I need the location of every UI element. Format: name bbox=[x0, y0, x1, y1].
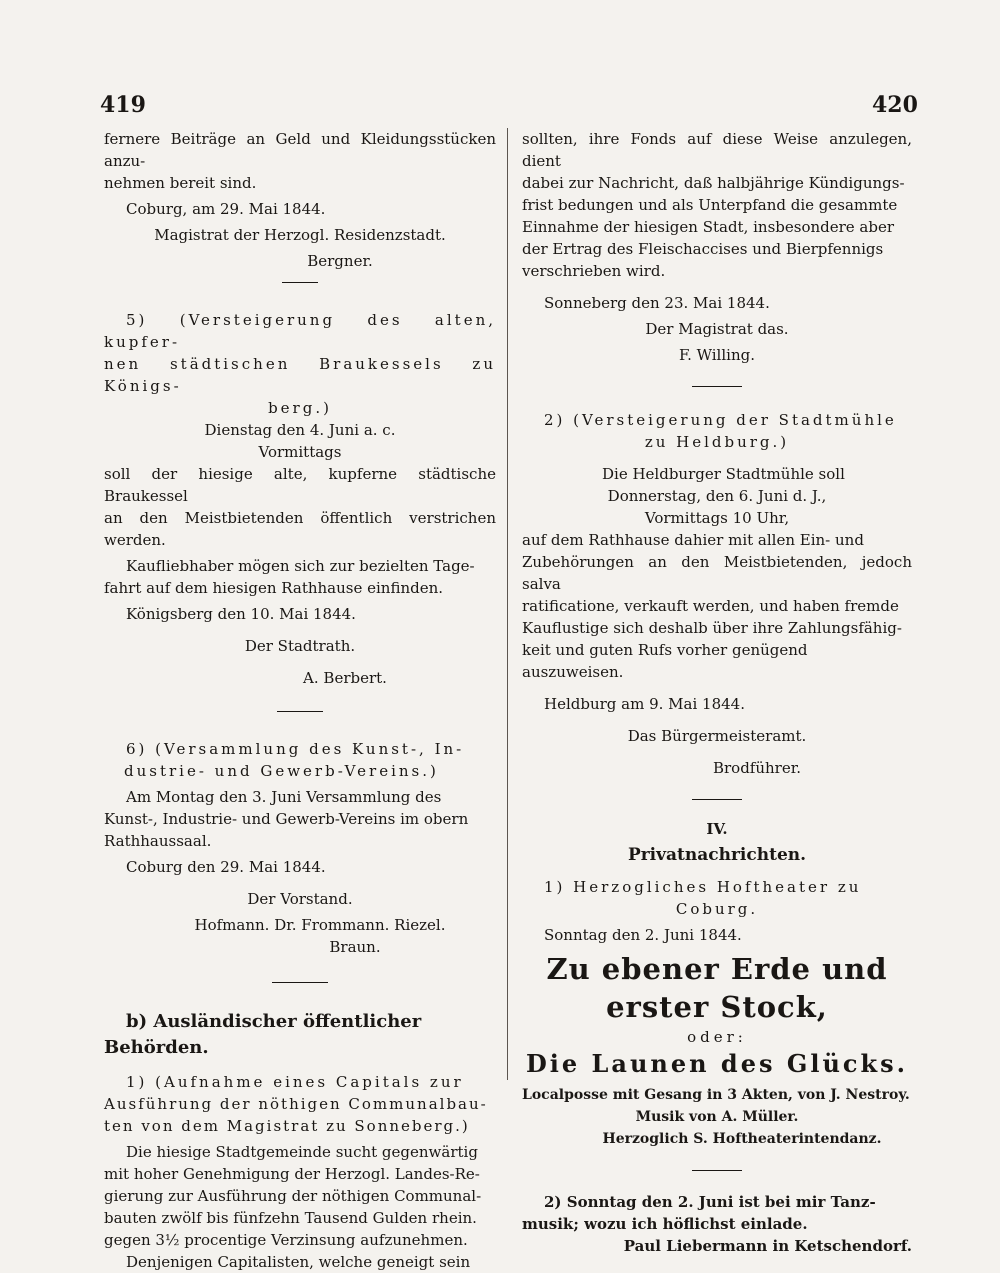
left-column bbox=[104, 128, 496, 1273]
notice-title: dustrie- und Gewerb-Vereins.) bbox=[124, 762, 439, 780]
signature: Brodführer. bbox=[712, 759, 802, 777]
notice-body: Vormittags 10 Uhr, bbox=[644, 509, 790, 527]
notice-title: nen städtischen Braukessels zu Königs- bbox=[104, 355, 496, 395]
notice-body: auf dem Rathhause dahier mit allen Ein- und bbox=[522, 531, 864, 549]
place-date: Coburg den 29. Mai 1844. bbox=[126, 858, 326, 876]
continuation-text: dabei zur Nachricht, daß halbjährige Kündigungs- bbox=[522, 174, 905, 192]
separator-rule bbox=[692, 386, 742, 387]
signatures: Hofmann. Dr. Frommann. Riezel. bbox=[194, 916, 446, 934]
notice-body: fahrt auf dem hiesigen Rathhause einfinden. bbox=[104, 579, 444, 597]
signatures: Braun. bbox=[329, 938, 381, 956]
notice-body: bauten zwölf bis fünfzehn Tausend Gulden rhein. bbox=[104, 1209, 477, 1227]
continuation-text: sollten, ihre Fonds auf diese Weise anzulegen, dient bbox=[522, 130, 912, 170]
notice-body: mit hoher Genehmigung der Herzogl. Landes-Re- bbox=[104, 1165, 480, 1183]
authority-line: Der Magistrat das. bbox=[645, 320, 789, 338]
play-genre: Localposse mit Gesang in 3 Akten, von J. Nestroy. bbox=[522, 1087, 910, 1103]
notice-title: 1) Herzogliches Hoftheater zu bbox=[544, 878, 862, 896]
section-number: IV. bbox=[706, 820, 728, 838]
notice-time: Vormittags bbox=[258, 443, 342, 461]
notice-date: Dienstag den 4. Juni a. c. bbox=[204, 421, 396, 439]
page-number-right: 420 bbox=[872, 92, 918, 118]
section-heading: Privatnachrichten. bbox=[627, 845, 807, 865]
notice-body: Kauflustige sich deshalb über ihre Zahlungsfähig- bbox=[522, 619, 902, 637]
authority-line: Der Vorstand. bbox=[247, 890, 353, 908]
continuation-text: frist bedungen und als Unterpfand die gesammte bbox=[522, 196, 898, 214]
notice-date: Sonntag den 2. Juni 1844. bbox=[544, 926, 742, 944]
notice-body: 2) Sonntag den 2. Juni ist bei mir Tanz- bbox=[544, 1193, 876, 1211]
notice-body: Kunst-, Industrie- und Gewerb-Vereins im obern bbox=[104, 810, 469, 828]
notice-title: ten von dem Magistrat zu Sonneberg.) bbox=[104, 1117, 470, 1135]
notice-title: Coburg. bbox=[675, 900, 759, 918]
notice-body: Kaufliebhaber mögen sich zur bezielten Tage- bbox=[126, 557, 475, 575]
play-subtitle: Die Launen des Glücks. bbox=[525, 1049, 909, 1078]
notice-body: Donnerstag, den 6. Juni d. J., bbox=[607, 487, 827, 505]
authority-line: Der Stadtrath. bbox=[244, 637, 356, 655]
notice-body: Am Montag den 3. Juni Versammlung des bbox=[126, 788, 442, 806]
notice-body: ratificatione, verkauft werden, und haben fremde bbox=[522, 597, 899, 615]
notice-title: zu Heldburg.) bbox=[644, 433, 790, 451]
notice-body: Rathhaussaal. bbox=[104, 832, 212, 850]
authority-line: Magistrat der Herzogl. Residenzstadt. bbox=[154, 226, 446, 244]
authority-line: Das Bürgermeisteramt. bbox=[627, 727, 807, 745]
notice-title: Ausführung der nöthigen Communalbau- bbox=[104, 1095, 488, 1113]
signature: Bergner. bbox=[307, 252, 373, 270]
place-date: Sonneberg den 23. Mai 1844. bbox=[544, 294, 770, 312]
continuation-text: der Ertrag des Fleischaccises und Bierpfennigs bbox=[522, 240, 884, 258]
notice-title: berg.) bbox=[268, 399, 332, 417]
intro-line: fernere Beiträge an Geld und Kleidungsstücken anzu- bbox=[104, 130, 496, 170]
notice-body: soll der hiesige alte, kupferne städtische Braukessel bbox=[104, 465, 496, 505]
notice-body: Die Heldburger Stadtmühle soll bbox=[602, 465, 845, 483]
continuation-text: verschrieben wird. bbox=[522, 262, 666, 280]
play-oder: oder: bbox=[687, 1028, 747, 1046]
separator-rule bbox=[272, 982, 328, 983]
section-heading: b) Ausländischer öffentlicher Behörden. bbox=[104, 1011, 422, 1058]
place-date: Königsberg den 10. Mai 1844. bbox=[126, 605, 356, 623]
play-title: Zu ebener Erde und erster Stock, bbox=[546, 952, 888, 1024]
notice-title: 5) (Versteigerung des alten, kupfer- bbox=[104, 311, 496, 351]
signature: F. Willing. bbox=[679, 346, 755, 364]
column-divider bbox=[507, 128, 508, 1080]
notice-body: Zubehörungen an den Meistbietenden, jedoch salva bbox=[522, 553, 912, 593]
continuation-text: Einnahme der hiesigen Stadt, insbesondere aber bbox=[522, 218, 895, 236]
separator-rule bbox=[692, 799, 742, 800]
intro-line: nehmen bereit sind. bbox=[104, 174, 257, 192]
separator-rule bbox=[277, 711, 323, 712]
play-intendance: Herzoglich S. Hoftheaterintendanz. bbox=[602, 1131, 882, 1147]
page-number-left: 419 bbox=[100, 92, 146, 118]
notice-title: 2) (Versteigerung der Stadtmühle bbox=[544, 411, 897, 429]
notice-body: musik; wozu ich höflichst einlade. bbox=[522, 1215, 808, 1233]
right-column bbox=[522, 128, 912, 1257]
notice-body: an den Meistbietenden öffentlich verstrichen werden. bbox=[104, 509, 496, 549]
notice-title: 1) (Aufnahme eines Capitals zur bbox=[126, 1073, 464, 1091]
notice-body: Die hiesige Stadtgemeinde sucht gegenwärtig bbox=[126, 1143, 478, 1161]
signature: A. Berbert. bbox=[303, 669, 387, 687]
notice-title: 6) (Versammlung des Kunst-, In- bbox=[126, 740, 465, 758]
separator-rule bbox=[282, 282, 318, 283]
place-date: Heldburg am 9. Mai 1844. bbox=[544, 695, 745, 713]
play-music: Musik von A. Müller. bbox=[635, 1109, 799, 1125]
signature: Paul Liebermann in Ketschendorf. bbox=[623, 1237, 912, 1255]
notice-body: gierung zur Ausführung der nöthigen Communal- bbox=[104, 1187, 482, 1205]
separator-rule bbox=[692, 1170, 742, 1171]
notice-body: keit und guten Rufs vorher genügend auszuweisen. bbox=[522, 641, 808, 681]
notice-body: gegen 3½ procentige Verzinsung aufzunehmen. bbox=[104, 1231, 468, 1249]
notice-body: Denjenigen Capitalisten, welche geneigt sein bbox=[126, 1253, 471, 1271]
date-line: Coburg, am 29. Mai 1844. bbox=[126, 200, 326, 218]
